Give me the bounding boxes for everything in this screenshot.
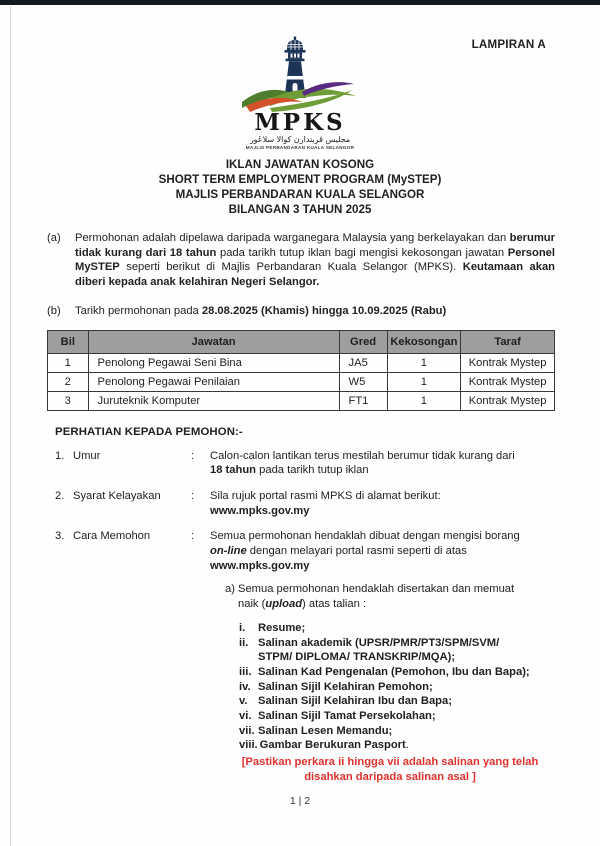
cell-jawatan: Penolong Pegawai Seni Bina	[88, 353, 339, 372]
list-item-text: Salinan Kad Pengenalan (Pemohon, Ibu dan Bapa);	[258, 665, 530, 678]
logo-caption: MAJLIS PERBANDARAN KUALA SELANGOR	[245, 145, 355, 150]
col-header-bil: Bil	[48, 330, 89, 353]
table-header-row	[48, 330, 555, 353]
item-number: 1.	[55, 449, 65, 462]
list-item	[239, 738, 555, 753]
cell-bil: 1	[48, 353, 89, 372]
item-text: Semua permohonan hendaklah dibuat dengan mengisi borang on-line dengan melayari portal rasmi seperti di atas www.mpks.gov.my	[210, 530, 520, 572]
table-row	[48, 353, 555, 372]
cell-gred: JA5	[339, 353, 387, 372]
title-line: SHORT TERM EMPLOYMENT PROGRAM (MySTEP)	[158, 173, 442, 186]
paragraph-b	[47, 304, 555, 319]
list-item-numeral: i.	[239, 621, 246, 634]
list-item	[239, 694, 555, 709]
cell-taraf: Kontrak Mystep	[461, 372, 555, 391]
list-item-numeral: v.	[239, 695, 248, 708]
scan-line-left	[10, 6, 11, 846]
cell-taraf: Kontrak Mystep	[461, 353, 555, 372]
vacancy-table	[47, 330, 555, 411]
list-item-text: Salinan akademik (UPSR/PMR/PT3/SPM/SVM/ STPM/ DIPLOMA/ TRANSKRIP/MQA);	[258, 636, 500, 664]
list-item	[239, 680, 555, 695]
item-colon: :	[191, 530, 195, 543]
item-number: 2.	[55, 489, 65, 502]
title-line: IKLAN JAWATAN KOSONG	[225, 158, 375, 171]
cell-jawatan: Juruteknik Komputer	[88, 391, 339, 410]
sub-item-a-marker: a)	[225, 583, 235, 596]
list-item	[239, 709, 555, 724]
list-item-numeral: ii.	[239, 636, 249, 649]
document-title	[0, 157, 600, 217]
item-colon: :	[191, 449, 195, 462]
paragraph-a	[47, 231, 555, 290]
paragraph-a-marker: (a)	[47, 232, 61, 244]
cell-bil: 3	[48, 391, 89, 410]
list-item-text: Salinan Sijil Kelahiran Ibu dan Bapa;	[258, 695, 452, 708]
item-label: Syarat Kelayakan	[73, 489, 161, 502]
list-item-numeral: vii.	[239, 724, 255, 737]
col-header-kekosongan: Kekosongan	[387, 330, 461, 353]
cell-kekosongan: 1	[387, 391, 461, 410]
item-label: Umur	[73, 449, 101, 462]
lampiran-label: LAMPIRAN A	[471, 38, 546, 51]
document-body	[47, 231, 555, 784]
list-item-numeral: iv.	[239, 680, 251, 693]
list-item	[239, 636, 555, 665]
certified-copy-note: [Pastikan perkara ii hingga vii adalah salinan yang telah disahkan daripada salinan asal ]	[241, 756, 539, 783]
col-header-gred: Gred	[339, 330, 387, 353]
title-line: BILANGAN 3 TAHUN 2025	[228, 203, 372, 216]
list-item-numeral: viii.	[239, 739, 258, 752]
sub-item-a	[225, 582, 555, 611]
col-header-taraf: Taraf	[461, 330, 555, 353]
list-item	[239, 724, 555, 739]
attention-item-syarat-kelayakan	[47, 489, 555, 518]
list-item-numeral: iii.	[239, 665, 252, 678]
cell-taraf: Kontrak Mystep	[461, 391, 555, 410]
list-item	[239, 621, 555, 636]
attention-item-umur	[47, 449, 555, 478]
paragraph-a-text: Permohonan adalah dipelawa daripada warganegara Malaysia yang berkelayakan dan berumur tidak kurang dari 18 tahun pada tarikh tutup iklan bagi mengisi kekosongan jawatan Personel MySTEP seperti berikut di Majlis Perbandaran Kuala Selangor (MPKS). Keutamaan akan diberi kepada anak kelahiran Negeri Selangor.	[75, 232, 556, 289]
item-text: Sila rujuk portal rasmi MPKS di alamat berikut: www.mpks.gov.my	[210, 489, 441, 517]
item-colon: :	[191, 489, 195, 502]
list-item-text: Gambar Berukuran Pasport.	[259, 739, 409, 752]
col-header-jawatan: Jawatan	[88, 330, 339, 353]
cell-kekosongan: 1	[387, 353, 461, 372]
cell-bil: 2	[48, 372, 89, 391]
lighthouse-icon	[240, 36, 360, 114]
cell-kekosongan: 1	[387, 372, 461, 391]
mpks-logo	[230, 36, 370, 151]
logo-jawi-script: مجليس ڤربندارن كوالا سلاڠور	[249, 135, 351, 144]
paragraph-b-marker: (b)	[47, 304, 61, 317]
list-item-text: Salinan Lesen Memandu;	[258, 724, 393, 737]
scan-edge-top	[0, 0, 600, 5]
list-item-text: Resume;	[258, 621, 306, 634]
item-text: Calon-calon lantikan terus mestilah berumur tidak kurang dari 18 tahun pada tarikh tutup iklan	[210, 449, 515, 477]
item-label: Cara Memohon	[73, 530, 151, 543]
page-footer: 1 | 2	[289, 795, 311, 807]
list-item-numeral: vi.	[239, 710, 252, 723]
sub-item-a-text: Semua permohonan hendaklah disertakan dan memuat naik (upload) atas talian :	[238, 583, 515, 611]
list-item-text: Salinan Sijil Kelahiran Pemohon;	[258, 680, 433, 693]
attention-heading: PERHATIAN KEPADA PEMOHON:-	[55, 425, 243, 438]
item-number: 3.	[55, 530, 65, 543]
attention-item-cara-memohon	[47, 529, 555, 784]
list-item-text: Salinan Sijil Tamat Persekolahan;	[258, 710, 436, 723]
list-item	[239, 665, 555, 680]
table-row	[48, 372, 555, 391]
upload-document-list	[239, 621, 555, 753]
item-content	[210, 529, 555, 784]
logo-acronym: MPKS	[254, 109, 346, 136]
cell-jawatan: Penolong Pegawai Penilaian	[88, 372, 339, 391]
table-row	[48, 391, 555, 410]
cell-gred: FT1	[339, 391, 387, 410]
cell-gred: W5	[339, 372, 387, 391]
title-line: MAJLIS PERBANDARAN KUALA SELANGOR	[175, 188, 425, 201]
paragraph-b-text: Tarikh permohonan pada 28.08.2025 (Khamis) hingga 10.09.2025 (Rabu)	[75, 304, 447, 317]
